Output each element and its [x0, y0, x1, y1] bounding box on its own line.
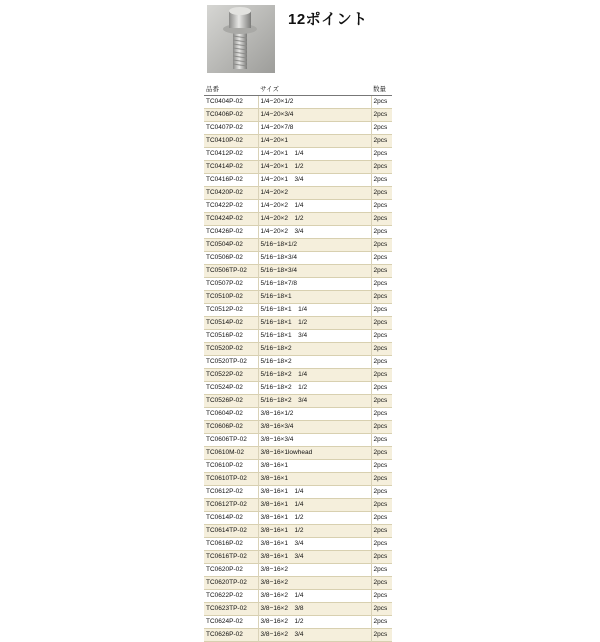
table-row	[204, 577, 392, 590]
size-cell: 3/8−16×2 1/2	[258, 616, 371, 629]
size-cell: 3/8−16×1 3/4	[258, 538, 371, 551]
table-row	[204, 200, 392, 213]
part-number-cell: TC0616P-02	[204, 538, 258, 551]
quantity-cell: 2pcs	[373, 449, 388, 456]
table-row	[204, 421, 392, 434]
quantity-cell: 2pcs	[373, 111, 388, 118]
part-number-cell: TC0424P-02	[204, 213, 258, 226]
parts-table	[204, 85, 392, 642]
size-cell: 3/8−16×1 1/2	[258, 525, 371, 538]
size-cell: 5/16−18×2	[258, 343, 371, 356]
part-number-cell: TC0507P-02	[204, 278, 258, 291]
table-row	[204, 447, 392, 460]
quantity-cell: 2pcs	[373, 319, 388, 326]
part-number-cell: TC0426P-02	[204, 226, 258, 239]
table-row	[204, 265, 392, 278]
size-cell: 5/16−18×2	[258, 356, 371, 369]
quantity-cell: 2pcs	[373, 215, 388, 222]
size-cell: 3/8−16×1 3/4	[258, 551, 371, 564]
quantity-cell: 2pcs	[373, 163, 388, 170]
part-number-cell: TC0606TP-02	[204, 434, 258, 447]
size-cell: 3/8−16×1lowhead	[258, 447, 371, 460]
quantity-cell: 2pcs	[373, 241, 388, 248]
part-number-cell: TC0610P-02	[204, 460, 258, 473]
quantity-cell: 2pcs	[373, 579, 388, 586]
quantity-cell: 2pcs	[373, 592, 388, 599]
size-cell: 1/4−20×1/2	[258, 96, 371, 109]
table-row	[204, 629, 392, 642]
part-number-cell: TC0416P-02	[204, 174, 258, 187]
size-cell: 5/16−18×2 3/4	[258, 395, 371, 408]
quantity-cell: 2pcs	[373, 254, 388, 261]
part-number-cell: TC0506TP-02	[204, 265, 258, 278]
part-number-cell: TC0420P-02	[204, 187, 258, 200]
part-number-cell: TC0524P-02	[204, 382, 258, 395]
flange-bolt-photo	[207, 5, 275, 73]
size-cell: 3/8−16×3/4	[258, 434, 371, 447]
size-cell: 3/8−16×2 1/4	[258, 590, 371, 603]
table-row	[204, 239, 392, 252]
quantity-cell: 2pcs	[373, 475, 388, 482]
part-number-cell: TC0606P-02	[204, 421, 258, 434]
part-number-cell: TC0623TP-02	[204, 603, 258, 616]
part-number-cell: TC0610M-02	[204, 447, 258, 460]
part-number-cell: TC0624P-02	[204, 616, 258, 629]
header-quantity: 数量	[371, 85, 392, 96]
table-row	[204, 395, 392, 408]
size-cell: 5/16−18×2 1/4	[258, 369, 371, 382]
part-number-cell: TC0412P-02	[204, 148, 258, 161]
table-row	[204, 96, 392, 109]
table-row	[204, 148, 392, 161]
quantity-cell: 2pcs	[373, 358, 388, 365]
part-number-cell: TC0626P-02	[204, 629, 258, 642]
quantity-cell: 2pcs	[373, 501, 388, 508]
size-cell: 3/8−16×1 1/4	[258, 499, 371, 512]
part-number-cell: TC0610TP-02	[204, 473, 258, 486]
quantity-cell: 2pcs	[373, 176, 388, 183]
table-row	[204, 213, 392, 226]
part-number-cell: TC0622P-02	[204, 590, 258, 603]
table-row	[204, 408, 392, 421]
size-cell: 3/8−16×2	[258, 564, 371, 577]
quantity-cell: 2pcs	[373, 436, 388, 443]
size-cell: 5/16−18×7/8	[258, 278, 371, 291]
quantity-cell: 2pcs	[373, 605, 388, 612]
part-number-cell: TC0504P-02	[204, 239, 258, 252]
quantity-cell: 2pcs	[373, 228, 388, 235]
table-row	[204, 226, 392, 239]
table-row	[204, 434, 392, 447]
size-cell: 3/8−16×1	[258, 473, 371, 486]
quantity-cell: 2pcs	[373, 371, 388, 378]
part-number-cell: TC0612TP-02	[204, 499, 258, 512]
table-row	[204, 356, 392, 369]
table-row	[204, 187, 392, 200]
size-cell: 1/4−20×1 1/4	[258, 148, 371, 161]
quantity-cell: 2pcs	[373, 189, 388, 196]
quantity-cell: 2pcs	[373, 345, 388, 352]
size-cell: 1/4−20×2	[258, 187, 371, 200]
size-cell: 3/8−16×1/2	[258, 408, 371, 421]
page-title: 12ポイント	[288, 11, 368, 28]
size-cell: 1/4−20×2 1/4	[258, 200, 371, 213]
part-number-cell: TC0506P-02	[204, 252, 258, 265]
size-cell: 3/8−16×3/4	[258, 421, 371, 434]
size-cell: 3/8−16×2 3/8	[258, 603, 371, 616]
table-row	[204, 174, 392, 187]
table-row	[204, 382, 392, 395]
part-number-cell: TC0410P-02	[204, 135, 258, 148]
table-row	[204, 278, 392, 291]
size-cell: 1/4−20×1 1/2	[258, 161, 371, 174]
quantity-cell: 2pcs	[373, 423, 388, 430]
part-number-cell: TC0520P-02	[204, 343, 258, 356]
header-part-number: 品番	[204, 85, 258, 96]
size-cell: 5/16−18×1 1/4	[258, 304, 371, 317]
table-row	[204, 473, 392, 486]
part-number-cell: TC0516P-02	[204, 330, 258, 343]
quantity-cell: 2pcs	[373, 462, 388, 469]
part-number-cell: TC0407P-02	[204, 122, 258, 135]
quantity-cell: 2pcs	[373, 527, 388, 534]
quantity-cell: 2pcs	[373, 124, 388, 131]
part-number-cell: TC0620TP-02	[204, 577, 258, 590]
table-row	[204, 252, 392, 265]
part-number-cell: TC0604P-02	[204, 408, 258, 421]
header-size: サイズ	[258, 85, 371, 96]
table-row	[204, 291, 392, 304]
quantity-cell: 2pcs	[373, 98, 388, 105]
size-cell: 3/8−16×1 1/2	[258, 512, 371, 525]
part-number-cell: TC0526P-02	[204, 395, 258, 408]
size-cell: 5/16−18×1	[258, 291, 371, 304]
part-number-cell: TC0422P-02	[204, 200, 258, 213]
part-number-cell: TC0414P-02	[204, 161, 258, 174]
table-row	[204, 460, 392, 473]
part-number-cell: TC0406P-02	[204, 109, 258, 122]
quantity-cell: 2pcs	[373, 514, 388, 521]
quantity-cell: 2pcs	[373, 566, 388, 573]
parts-table-container	[204, 85, 392, 642]
part-number-cell: TC0614TP-02	[204, 525, 258, 538]
quantity-cell: 2pcs	[373, 293, 388, 300]
table-row	[204, 330, 392, 343]
table-row	[204, 369, 392, 382]
quantity-cell: 2pcs	[373, 280, 388, 287]
part-number-cell: TC0614P-02	[204, 512, 258, 525]
part-number-cell: TC0514P-02	[204, 317, 258, 330]
size-cell: 5/16−18×1 1/2	[258, 317, 371, 330]
quantity-cell: 2pcs	[373, 332, 388, 339]
table-row	[204, 499, 392, 512]
quantity-cell: 2pcs	[373, 202, 388, 209]
size-cell: 1/4−20×2 3/4	[258, 226, 371, 239]
size-cell: 3/8−16×2 3/4	[258, 629, 371, 642]
part-number-cell: TC0520TP-02	[204, 356, 258, 369]
part-number-cell: TC0612P-02	[204, 486, 258, 499]
size-cell: 1/4−20×1	[258, 135, 371, 148]
table-row	[204, 109, 392, 122]
size-cell: 5/16−18×2 1/2	[258, 382, 371, 395]
table-row	[204, 161, 392, 174]
part-number-cell: TC0616TP-02	[204, 551, 258, 564]
quantity-cell: 2pcs	[373, 397, 388, 404]
table-row	[204, 317, 392, 330]
quantity-cell: 2pcs	[373, 410, 388, 417]
table-row	[204, 564, 392, 577]
size-cell: 1/4−20×1 3/4	[258, 174, 371, 187]
table-header-row	[204, 85, 392, 96]
size-cell: 5/16−18×3/4	[258, 252, 371, 265]
table-row	[204, 590, 392, 603]
quantity-cell: 2pcs	[373, 306, 388, 313]
quantity-cell: 2pcs	[373, 631, 388, 638]
table-row	[204, 525, 392, 538]
quantity-cell: 2pcs	[373, 267, 388, 274]
part-number-cell: TC0404P-02	[204, 96, 258, 109]
quantity-cell: 2pcs	[373, 540, 388, 547]
table-row	[204, 135, 392, 148]
quantity-cell: 2pcs	[373, 384, 388, 391]
table-row	[204, 551, 392, 564]
table-row	[204, 616, 392, 629]
size-cell: 5/16−18×1 3/4	[258, 330, 371, 343]
quantity-cell: 2pcs	[373, 488, 388, 495]
size-cell: 1/4−20×3/4	[258, 109, 371, 122]
size-cell: 5/16−18×1/2	[258, 239, 371, 252]
size-cell: 1/4−20×2 1/2	[258, 213, 371, 226]
quantity-cell: 2pcs	[373, 553, 388, 560]
table-row	[204, 343, 392, 356]
table-row	[204, 603, 392, 616]
table-row	[204, 538, 392, 551]
product-photo	[207, 5, 275, 73]
part-number-cell: TC0620P-02	[204, 564, 258, 577]
part-number-cell: TC0510P-02	[204, 291, 258, 304]
table-row	[204, 122, 392, 135]
quantity-cell: 2pcs	[373, 618, 388, 625]
size-cell: 5/16−18×3/4	[258, 265, 371, 278]
part-number-cell: TC0512P-02	[204, 304, 258, 317]
part-number-cell: TC0522P-02	[204, 369, 258, 382]
table-row	[204, 512, 392, 525]
size-cell: 3/8−16×2	[258, 577, 371, 590]
quantity-cell: 2pcs	[373, 150, 388, 157]
size-cell: 3/8−16×1	[258, 460, 371, 473]
table-row	[204, 304, 392, 317]
size-cell: 3/8−16×1 1/4	[258, 486, 371, 499]
quantity-cell: 2pcs	[373, 137, 388, 144]
table-row	[204, 486, 392, 499]
size-cell: 1/4−20×7/8	[258, 122, 371, 135]
